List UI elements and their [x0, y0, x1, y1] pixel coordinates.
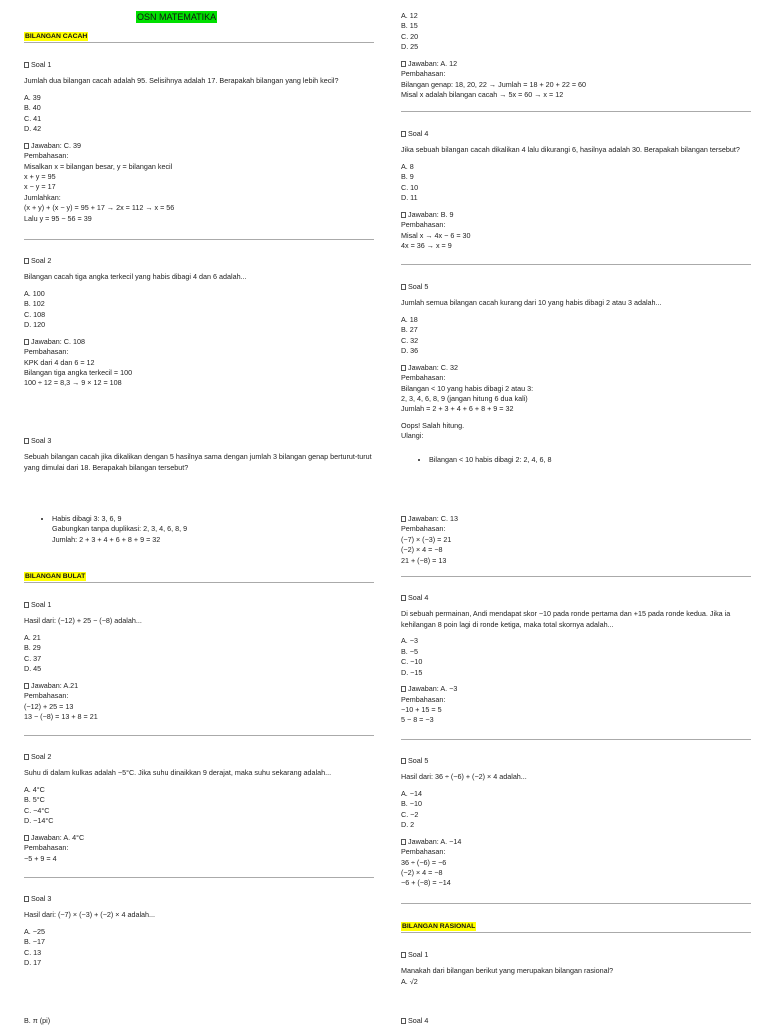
- explanation-line: Pembahasan:: [401, 220, 446, 230]
- option: D. 25: [401, 42, 419, 52]
- question-text: Sebuah bilangan cacah jika dikalikan dengan 5 hasilnya sama dengan jumlah 3 bilangan genap berturut-turut yang dimulai dari 18. Berapakah bilangan tersebut?: [24, 452, 372, 472]
- option: B. 102: [24, 299, 45, 309]
- option: B. 29: [24, 643, 41, 653]
- explanation-line: Pembahasan:: [24, 347, 69, 357]
- option: B. 40: [24, 103, 41, 113]
- explanation-line: 5 − 8 = −3: [401, 715, 434, 725]
- checkbox-icon: [24, 62, 29, 68]
- explanation-line: Lalu y = 95 − 56 = 39: [24, 213, 92, 223]
- question-text: Hasil dari: 36 ÷ (−6) + (−2) × 4 adalah...: [401, 772, 527, 782]
- option: A. 12: [401, 11, 418, 20]
- explanation-line: x − y = 17: [24, 182, 56, 192]
- question-text: Jika sebuah bilangan cacah dikalikan 4 lalu dikurangi 6, hasilnya adalah 30. Berapakah bilangan tersebut?: [401, 145, 740, 155]
- checkbox-icon: [401, 516, 406, 522]
- explanation-line: −10 + 15 = 5: [401, 704, 442, 714]
- question-block-bulat-1: [24, 600, 374, 722]
- explanation-line: 13 − (−8) = 13 + 8 = 21: [24, 711, 98, 721]
- checkbox-icon: [24, 143, 29, 149]
- question-text: Suhu di dalam kulkas adalah −5°C. Jika suhu dinaikkan 9 derajat, maka suhu sekarang adalah...: [24, 768, 332, 778]
- question-text: Di sebuah permainan, Andi mendapat skor −10 pada ronde pertama dan +15 pada ronde kedua. Jika ia kehilangan 8 poin lagi di ronde ketiga, maka total skornya adalah...: [401, 609, 731, 629]
- section-heading-bilangan-bulat: BILANGAN BULAT: [25, 573, 86, 580]
- explanation-line: −5 + 9 = 4: [24, 853, 57, 863]
- checkbox-icon: [401, 952, 406, 958]
- option: A. 4°C: [24, 784, 45, 794]
- option: D. 120: [24, 320, 46, 330]
- option: D. 36: [401, 346, 419, 356]
- question-block-cacah-2: [24, 256, 374, 389]
- option: B. 27: [401, 325, 418, 335]
- explanation-line: 36 ÷ (−6) = −6: [401, 857, 447, 867]
- answer-text: Jawaban: A. −3: [408, 684, 458, 694]
- question-block-cacah-4: [401, 129, 751, 251]
- bullet-block: [24, 514, 374, 545]
- divider: [401, 576, 751, 577]
- option: B. −5: [401, 646, 418, 656]
- question-label: Soal 5: [408, 756, 429, 765]
- question-label: Soal 1: [31, 600, 52, 609]
- option: B. 9: [401, 172, 414, 182]
- section-heading-bilangan-cacah: BILANGAN CACAH: [25, 33, 88, 40]
- checkbox-icon: [401, 686, 406, 692]
- option: A. 8: [401, 161, 414, 171]
- option: D. 11: [401, 193, 418, 203]
- checkbox-icon: [401, 284, 406, 290]
- checkbox-icon: [24, 896, 29, 902]
- explanation-line: (−2) × 4 = −8: [401, 545, 443, 555]
- answer-text: Jawaban: A. 4°C: [31, 832, 85, 842]
- option: B. −17: [24, 937, 45, 947]
- option: C. 20: [401, 31, 419, 41]
- explanation-line: Pembahasan:: [24, 843, 69, 853]
- option: C. 41: [24, 113, 42, 123]
- option: D. 45: [24, 664, 42, 674]
- option: C. 108: [24, 309, 46, 319]
- explanation-line: Pembahasan:: [401, 694, 446, 704]
- option: A. 39: [24, 92, 41, 102]
- option: C. 37: [24, 653, 42, 663]
- explanation-line: KPK dari 4 dan 6 = 12: [24, 357, 95, 367]
- option: D. 2: [401, 820, 415, 830]
- explanation-line: Misal x adalah bilangan cacah → 5x = 60 → x = 12: [401, 90, 564, 100]
- bullet-item: • Habis dibagi 3: 3, 6, 9: [52, 514, 122, 523]
- answer-text: Jawaban: B. 9: [408, 209, 454, 219]
- question-block-cacah-3-continued: [401, 11, 751, 101]
- explanation-line: Bilangan genap: 18, 20, 22 → Jumlah = 18 + 20 + 22 = 60: [401, 79, 587, 89]
- divider: [401, 932, 751, 933]
- explanation-line: (−7) × (−3) = 21: [401, 534, 452, 544]
- question-label: Soal 5: [408, 282, 429, 291]
- answer-text: Jawaban: C. 13: [408, 514, 458, 523]
- question-label: Soal 2: [31, 256, 52, 265]
- question-block-cacah-3: [24, 436, 374, 473]
- question-text: Hasil dari: (−12) + 25 − (−8) adalah...: [24, 616, 142, 626]
- checkbox-icon: [24, 602, 29, 608]
- explanation-line: Misal x → 4x − 6 = 30: [401, 230, 471, 240]
- checkbox-icon: [24, 339, 29, 345]
- question-text: Bilangan cacah tiga angka terkecil yang habis dibagi 4 dan 6 adalah...: [24, 272, 247, 282]
- question-block-cacah-5: [401, 282, 751, 442]
- explanation-line: Pembahasan:: [401, 524, 446, 534]
- question-block-bulat-3-continued: [401, 514, 751, 566]
- divider: [24, 582, 374, 583]
- option: A. 18: [401, 314, 418, 324]
- option: B. 15: [401, 21, 418, 31]
- bullet-item: • Bilangan < 10 habis dibagi 2: 2, 4, 6, 8: [429, 455, 751, 465]
- explanation-line: 100 ÷ 12 = 8,3 → 9 × 12 = 108: [24, 378, 122, 388]
- question-text: Manakah dari bilangan berikut yang merupakan bilangan rasional?: [401, 966, 614, 976]
- option: B. 5°C: [24, 795, 45, 805]
- explanation-line: (−12) + 25 = 13: [24, 701, 74, 711]
- option: A. −14: [401, 788, 422, 798]
- option: D. −15: [401, 667, 423, 677]
- checkbox-icon: [401, 1018, 406, 1024]
- question-block-bulat-5: [401, 756, 751, 889]
- option: C. −10: [401, 657, 423, 667]
- option: B. π (pi): [24, 1016, 51, 1025]
- divider: [24, 735, 374, 736]
- checkbox-icon: [401, 61, 406, 67]
- question-label: Soal 4: [408, 1016, 429, 1025]
- answer-text: Jawaban: A. −14: [408, 836, 462, 846]
- answer-text: Jawaban: A. 12: [408, 58, 458, 68]
- option: C. −2: [401, 809, 419, 819]
- divider: [24, 239, 374, 240]
- question-block-bulat-3: [24, 894, 374, 969]
- checkbox-icon: [401, 758, 406, 764]
- checkbox-icon: [401, 131, 406, 137]
- answer-text: Jawaban: A.21: [31, 680, 79, 690]
- option: C. 32: [401, 335, 419, 345]
- page-title: OSN MATEMATIKA: [137, 12, 217, 22]
- note-line: Ulangi:: [401, 431, 424, 441]
- divider: [401, 111, 751, 112]
- option: A. −25: [24, 926, 45, 936]
- explanation-line: Pembahasan:: [401, 69, 446, 79]
- explanation-line: Misalkan x = bilangan besar, y = bilangan kecil: [24, 161, 173, 171]
- question-label: Soal 1: [31, 60, 52, 69]
- checkbox-icon: [401, 365, 406, 371]
- question-label: Soal 1: [408, 950, 429, 959]
- question-block-bulat-4: [401, 593, 751, 726]
- checkbox-icon: [24, 683, 29, 689]
- checkbox-icon: [24, 438, 29, 444]
- question-label: Soal 4: [408, 129, 429, 138]
- checkbox-icon: [24, 754, 29, 760]
- option: D. −14°C: [24, 816, 54, 826]
- option: C. 10: [401, 182, 419, 192]
- divider: [401, 264, 751, 265]
- question-text: Jumlah semua bilangan cacah kurang dari 10 yang habis dibagi 2 atau 3 adalah...: [401, 298, 662, 308]
- bullet-subline: Jumlah: 2 + 3 + 4 + 6 + 8 + 9 = 32: [52, 534, 161, 544]
- answer-text: Jawaban: C. 32: [408, 362, 458, 372]
- option: A. 100: [24, 288, 45, 298]
- option: D. 17: [24, 958, 42, 968]
- explanation-line: Pembahasan:: [401, 847, 446, 857]
- option: B. −10: [401, 799, 422, 809]
- explanation-line: 21 + (−8) = 13: [401, 555, 447, 565]
- divider: [401, 739, 751, 740]
- question-label: Soal 4: [408, 593, 429, 602]
- explanation-line: Pembahasan:: [24, 151, 69, 161]
- section-heading-bilangan-rasional: BILANGAN RASIONAL: [402, 923, 476, 930]
- question-label: Soal 2: [31, 752, 52, 761]
- question-text: Jumlah dua bilangan cacah adalah 95. Selisihnya adalah 17. Berapakah bilangan yang lebih kecil?: [24, 76, 339, 86]
- bullet-block: [401, 455, 751, 465]
- divider: [24, 877, 374, 878]
- bullet-subline: Gabungkan tanpa duplikasi: 2, 3, 4, 6, 8, 9: [52, 524, 188, 534]
- option: C. −4°C: [24, 805, 50, 815]
- answer-text: Jawaban: C. 39: [31, 140, 81, 150]
- explanation-line: 2, 3, 4, 6, 8, 9 (jangan hitung 6 dua kali): [401, 393, 528, 403]
- explanation-line: Bilangan tiga angka terkecil = 100: [24, 367, 133, 377]
- explanation-line: Jumlah = 2 + 3 + 4 + 6 + 8 + 9 = 32: [401, 404, 514, 414]
- explanation-line: 4x = 36 → x = 9: [401, 240, 452, 250]
- checkbox-icon: [24, 258, 29, 264]
- question-block-cacah-1: [24, 60, 374, 224]
- explanation-line: (−2) × 4 = −8: [401, 867, 443, 877]
- question-text: Hasil dari: (−7) × (−3) + (−2) × 4 adalah...: [24, 910, 156, 920]
- explanation-line: −6 + (−8) = −14: [401, 878, 451, 888]
- checkbox-icon: [24, 835, 29, 841]
- explanation-line: Jumlahkan:: [24, 192, 61, 202]
- question-block-bulat-2: [24, 752, 374, 864]
- answer-text: Jawaban: C. 108: [31, 336, 85, 346]
- question-label: Soal 3: [31, 894, 52, 903]
- question-block-rasional-1: [401, 950, 751, 987]
- explanation-line: x + y = 95: [24, 171, 56, 181]
- divider: [24, 42, 374, 43]
- checkbox-icon: [401, 595, 406, 601]
- explanation-line: Pembahasan:: [24, 691, 69, 701]
- note-line: Oops! Salah hitung.: [401, 420, 465, 430]
- option: D. 42: [24, 124, 42, 134]
- question-label: Soal 3: [31, 436, 52, 445]
- option: A. −3: [401, 636, 418, 646]
- divider: [401, 903, 751, 904]
- explanation-line: (x + y) + (x − y) = 95 + 17 → 2x = 112 → x = 56: [24, 203, 175, 213]
- checkbox-icon: [401, 839, 406, 845]
- explanation-line: Bilangan < 10 yang habis dibagi 2 atau 3:: [401, 383, 534, 393]
- option: A. √2: [401, 976, 418, 986]
- explanation-line: Pembahasan:: [401, 373, 446, 383]
- checkbox-icon: [401, 212, 406, 218]
- option: C. 13: [24, 947, 42, 957]
- option: A. 21: [24, 632, 41, 642]
